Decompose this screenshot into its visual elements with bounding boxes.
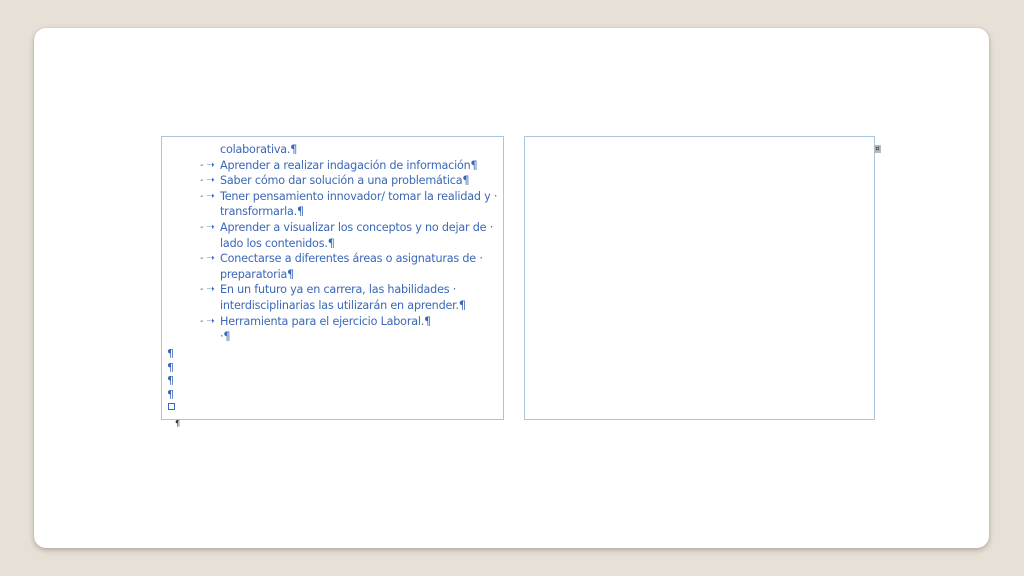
bullet-arrow-icon: - ➝: [200, 190, 215, 202]
bullet-arrow-icon: - ➝: [200, 284, 215, 296]
bullet-arrow-icon: - ➝: [200, 222, 215, 233]
text-line: transformarla.¶: [220, 205, 304, 219]
empty-paragraph-mark: ¶: [167, 360, 174, 374]
list-item: Aprender a visualizar los conceptos y no dejar de ·: [220, 221, 494, 234]
end-of-cell-marker: [168, 403, 175, 410]
text-line: preparatoria¶: [220, 267, 295, 281]
empty-paragraph-mark: ¶: [167, 347, 174, 360]
text-line: lado los contenidos.¶: [220, 236, 335, 250]
bullet-arrow-icon: - ➝: [200, 175, 215, 187]
bullet-arrow-icon: - ➝: [200, 159, 215, 171]
text-line: colaborativa.¶: [220, 143, 298, 156]
bullet-arrow-icon: - ➝: [200, 315, 215, 327]
list-item: En un futuro ya en carrera, las habilidades ·: [220, 283, 457, 297]
list-item: Tener pensamiento innovador/ tomar la realidad y ·: [220, 189, 498, 203]
paragraph-mark: ¶: [175, 419, 181, 428]
table-cell-right[interactable]: [524, 136, 875, 420]
text-line: ·¶: [220, 330, 231, 344]
text-line: interdisciplinarias las utilizarán en aprender.¶: [220, 299, 466, 312]
bullet-arrow-icon: - ➝: [200, 253, 215, 265]
list-item: Conectarse a diferentes áreas o asignaturas de ·: [220, 252, 483, 266]
list-item: Aprender a realizar indagación de información¶: [220, 158, 478, 172]
end-of-row-marker: ¤: [875, 145, 880, 153]
list-item: Saber cómo dar solución a una problemática¶: [220, 174, 470, 188]
table-cell-left[interactable]: [161, 136, 504, 420]
empty-paragraph-mark: ¶: [167, 387, 174, 401]
empty-paragraph-mark: ¶: [167, 374, 174, 387]
list-item: Herramienta para el ejercicio Laboral.¶: [220, 314, 432, 328]
